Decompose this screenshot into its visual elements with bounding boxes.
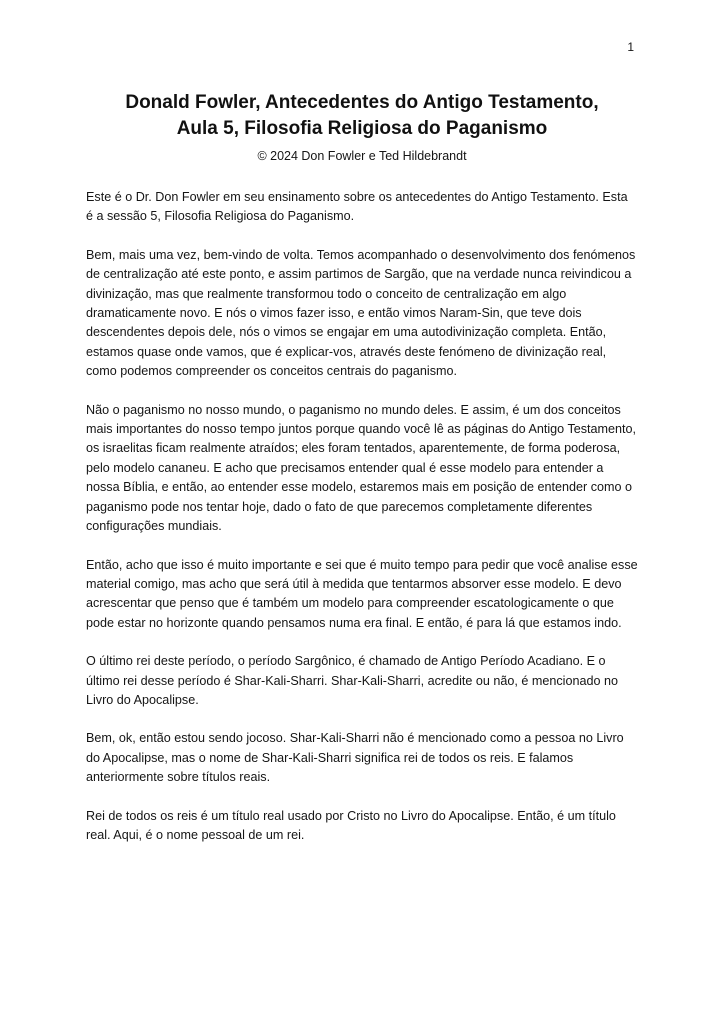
paragraph-jocose: Bem, ok, então estou sendo jocoso. Shar-Kali-Sharri não é mencionado como a pessoa no Livro do Apocalipse, mas o nome de Shar-Kali-Sharri significa rei de todos os reis. E falamos anteriormente sobre títulos reais.	[86, 731, 624, 785]
paragraph-last-king: O último rei deste período, o período Sargônico, é chamado de Antigo Período Acadiano. E o último rei desse período é Shar-Kali-Sharri. Shar-Kali-Sharri, acredite ou não, é mencionado no Livro do Apocalipse.	[86, 654, 619, 707]
paragraph-intro: Este é o Dr. Don Fowler em seu ensinamento sobre os antecedentes do Antigo Testamento. Esta é a sessão 5, Filosofia Religiosa do Paganismo.	[86, 190, 628, 224]
title-line-1: Donald Fowler, Antecedentes do Antigo Testamento,	[125, 92, 599, 113]
document-title	[86, 90, 638, 142]
copyright-line: © 2024 Don Fowler e Ted Hildebrandt	[257, 149, 467, 163]
paragraph-king-of-kings: Rei de todos os reis é um título real usado por Cristo no Livro do Apocalipse. Então, é um título real. Aqui, é o nome pessoal de um rei.	[86, 808, 616, 842]
page-number: 1	[627, 40, 634, 54]
paragraph-paganism-world: Não o paganismo no nosso mundo, o paganismo no mundo deles. E assim, é um dos conceitos mais importantes do nosso tempo juntos porque quando você lê as páginas do Antigo Testamento, os israelitas ficam realmente atraídos; eles foram tentados, aparentemente, de forma poderosa, pelo modelo cananeu. E acho que precisamos entender qual é esse modelo para entender a nossa Bíblia, e então, ao entender esse modelo, estaremos mais em posição de entender como o paganismo pode nos tentar hoje, dado o fato de que parecemos completamente diferentes configurações mundiais.	[86, 402, 637, 534]
paragraph-welcome-back: Bem, mais uma vez, bem-vindo de volta. Temos acompanhado o desenvolvimento dos fenómenos de centralização até este ponto, e assim partimos de Sargão, que na verdade nunca reivindicou a divinização, mas que realmente transformou todo o conceito de centralização em algo dramaticamente novo. E nós o vimos fazer isso, e então vimos Naram-Sin, que teve dois descendentes depois dele, nós o vimos se engajar em uma autodivinização completa. Então, estamos quase onde vamos, que é explicar-vos, através deste fenómeno de divinização real, como podemos compreender os conceitos centrais do paganismo.	[86, 247, 636, 379]
title-line-2: Aula 5, Filosofia Religiosa do Paganismo	[176, 118, 548, 139]
paragraph-important-model: Então, acho que isso é muito importante e sei que é muito tempo para pedir que você analise esse material comigo, mas acho que será útil à medida que tentarmos absorver esse modelo. E devo acrescentar que penso que é também um modelo para compreender escatologicamente o que pode estar no horizonte quando pensamos numa era final. E então, é para lá que estamos indo.	[86, 557, 638, 630]
document-body	[86, 188, 638, 845]
